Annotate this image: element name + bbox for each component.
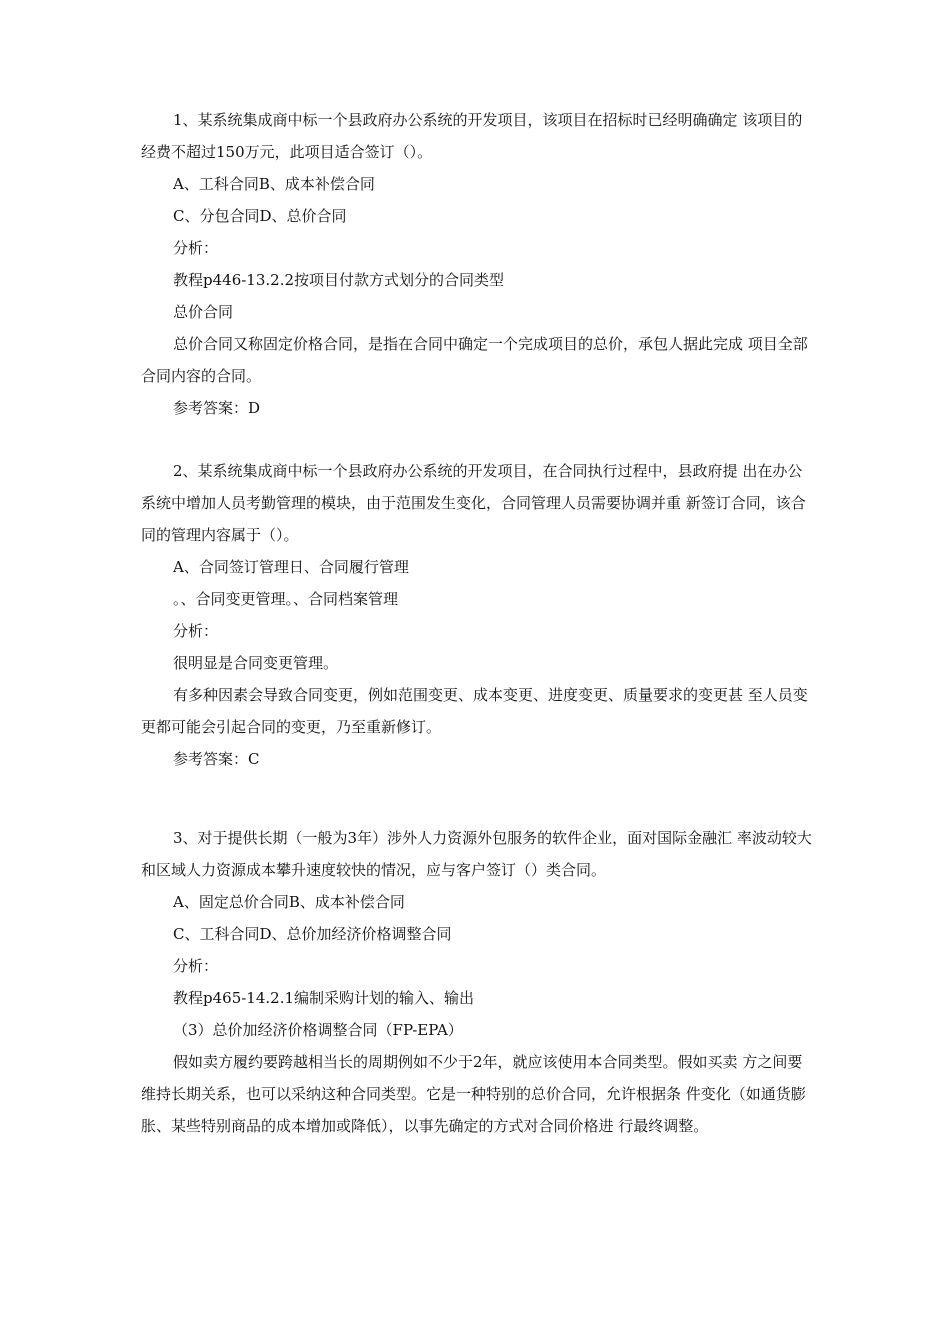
options-line: C、分包合同D、总价合同 bbox=[173, 207, 347, 225]
options-line: A、固定总价合同B、成本补偿合同 bbox=[173, 893, 405, 911]
options-line: 。、合同变更管理。、合同档案管理 bbox=[173, 590, 399, 608]
question-stem: 1、某系统集成商中标一个县政府办公系统的开发项目，该项目在招标时已经明确确定 该项目的经费不超过150万元，此项目适合签订（）。 bbox=[141, 111, 803, 161]
analysis-label: 分析： bbox=[173, 622, 219, 640]
analysis-text: 很明显是合同变更管理。 bbox=[173, 654, 339, 672]
analysis-text: 有多种因素会导致合同变更，例如范围变更、成本变更、进度变更、质量要求的变更甚 至人员变更都可能会引起合同的变更，乃至重新修订。 bbox=[141, 686, 808, 736]
analysis-label: 分析： bbox=[173, 957, 219, 975]
options-line: A、工科合同B、成本补偿合同 bbox=[173, 175, 375, 193]
question-2 bbox=[141, 455, 813, 775]
options-line: A、合同签订管理日、合同履行管理 bbox=[173, 558, 409, 576]
question-3 bbox=[141, 822, 813, 1142]
analysis-text: 假如卖方履约要跨越相当长的周期例如不少于2年，就应该使用本合同类型。假如买卖 方之间要维持长期关系，也可以采纳这种合同类型。它是一种特别的总价合同，允许根据条 件变化（如通货膨胀、某些特别商品的成本增加或降低），以事先确定的方式对合同价格进 行最终调整。 bbox=[141, 1053, 806, 1135]
reference-answer: 参考答案：C bbox=[173, 750, 260, 768]
options-line: C、工科合同D、总价加经济价格调整合同 bbox=[173, 925, 452, 943]
question-stem: 2、某系统集成商中标一个县政府办公系统的开发项目，在合同执行过程中，县政府提 出在办公系统中增加人员考勤管理的模块，由于范围发生变化，合同管理人员需要协调并重 新签订合同，该合同的管理内容属于（）。 bbox=[141, 462, 806, 544]
analysis-text: （3）总价加经济价格调整合同（FP-EPA） bbox=[173, 1021, 463, 1039]
analysis-label: 分析： bbox=[173, 239, 219, 257]
question-stem: 3、对于提供长期（一般为3年）涉外人力资源外包服务的软件企业，面对国际金融汇 率波动较大和区域人力资源成本攀升速度较快的情况，应与客户签订（）类合同。 bbox=[141, 829, 812, 879]
analysis-text: 总价合同又称固定价格合同，是指在合同中确定一个完成项目的总价，承包人据此完成 项目全部合同内容的合同。 bbox=[141, 335, 808, 385]
question-1 bbox=[141, 104, 813, 424]
analysis-text: 总价合同 bbox=[173, 303, 234, 321]
analysis-text: 教程p446-13.2.2按项目付款方式划分的合同类型 bbox=[173, 271, 505, 289]
analysis-text: 教程p465-14.2.1编制采购计划的输入、输出 bbox=[173, 989, 475, 1007]
reference-answer: 参考答案：D bbox=[173, 399, 261, 417]
